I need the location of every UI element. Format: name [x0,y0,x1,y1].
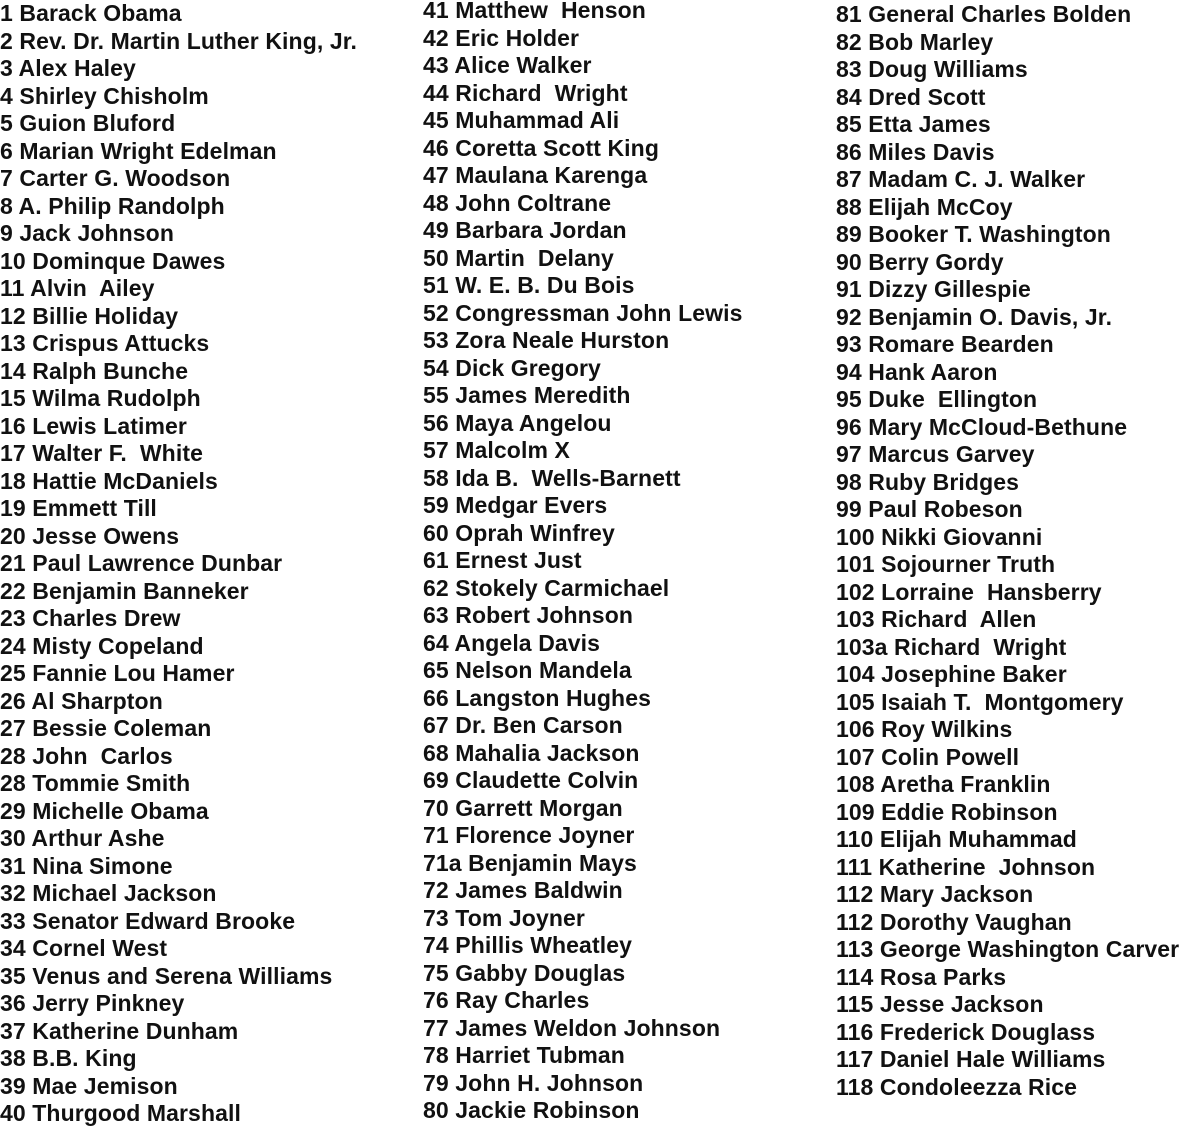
name-list-item: 37 Katherine Dunham [0,1017,239,1044]
name-list-item: 14 Ralph Bunche [0,357,189,384]
name-list-item: 43 Alice Walker [423,52,592,78]
name-list-item: 88 Elijah McCoy [836,193,1013,220]
name-list-item: 71 Florence Joyner [423,822,635,848]
name-list-item: 64 Angela Davis [423,629,601,656]
name-list-item: 89 Booker T. Washington [836,221,1111,247]
name-list-item: 54 Dick Gregory [423,354,601,381]
name-list-item: 97 Marcus Garvey [836,441,1035,467]
name-list-item: 24 Misty Copeland [0,632,204,659]
name-list-item: 80 Jackie Robinson [423,1097,640,1123]
name-list-item: 20 Jesse Owens [0,522,180,549]
name-list-item: 117 Daniel Hale Williams [836,1046,1106,1072]
name-list-item: 8 A. Philip Randolph [0,192,225,219]
name-list-item: 110 Elijah Muhammad [836,826,1077,852]
name-list-item: 21 Paul Lawrence Dunbar [0,550,283,576]
name-list-item: 2 Rev. Dr. Martin Luther King, Jr. [0,27,357,54]
name-list-item: 72 James Baldwin [423,877,623,903]
name-list-item: 77 James Weldon Johnson [423,1014,721,1041]
name-list-item: 76 Ray Charles [423,987,590,1013]
name-list-item: 83 Doug Williams [836,56,1028,82]
name-list-item: 71a Benjamin Mays [423,849,637,876]
name-list-item: 59 Medgar Evers [423,492,608,518]
name-list-item: 103a Richard Wright [836,633,1067,660]
name-list-item: 52 Congressman John Lewis [423,299,743,326]
name-list-item: 51 W. E. B. Du Bois [423,272,635,298]
name-list-item: 53 Zora Neale Hurston [423,327,670,353]
name-list-item: 32 Michael Jackson [0,880,217,906]
name-list-item: 84 Dred Scott [836,83,986,110]
name-list-item: 87 Madam C. J. Walker [836,166,1086,192]
name-list-item: 109 Eddie Robinson [836,798,1058,825]
name-list-item: 40 Thurgood Marshall [0,1100,241,1126]
name-list-item: 92 Benjamin O. Davis, Jr. [836,303,1113,330]
name-list-item: 69 Claudette Colvin [423,767,639,793]
name-list-item: 34 Cornel West [0,935,168,961]
name-list-item: 70 Garrett Morgan [423,794,623,821]
name-list-item: 7 Carter G. Woodson [0,165,231,191]
name-list-item: 50 Martin Delany [423,244,614,271]
names-column-2 [423,0,742,1125]
name-list-item: 12 Billie Holiday [0,302,179,329]
name-list-item: 26 Al Sharpton [0,687,163,714]
name-list-item: 28 John Carlos [0,742,173,769]
name-list-item: 112 Mary Jackson [836,881,1034,907]
name-list-item: 18 Hattie McDaniels [0,467,218,494]
name-list-item: 61 Ernest Just [423,547,582,573]
name-list-item: 48 John Coltrane [423,189,612,216]
name-list-item: 115 Jesse Jackson [836,991,1044,1017]
name-list-item: 23 Charles Drew [0,605,181,631]
name-list-item: 46 Coretta Scott King [423,134,659,161]
name-list-item: 81 General Charles Bolden [836,1,1132,27]
name-list-item: 74 Phillis Wheatley [423,932,632,958]
name-list-item: 33 Senator Edward Brooke [0,907,296,934]
name-list-item: 118 Condoleezza Rice [836,1073,1078,1100]
name-list-item: 106 Roy Wilkins [836,716,1013,742]
name-list-item: 38 B.B. King [0,1045,137,1071]
name-list-item: 15 Wilma Rudolph [0,385,201,411]
name-list-item: 67 Dr. Ben Carson [423,712,623,738]
name-list-item: 3 Alex Haley [0,55,136,81]
names-column-1 [0,0,357,1128]
name-list-item: 16 Lewis Latimer [0,412,187,439]
name-list-item: 75 Gabby Douglas [423,959,626,986]
name-list-item: 114 Rosa Parks [836,963,1007,990]
name-list-item: 102 Lorraine Hansberry [836,578,1102,605]
name-list-item: 99 Paul Robeson [836,496,1023,522]
name-list-item: 19 Emmett Till [0,495,157,521]
name-list-item: 105 Isaiah T. Montgomery [836,688,1124,715]
name-list-item: 96 Mary McCloud-Bethune [836,413,1128,440]
name-list-item: 13 Crispus Attucks [0,330,210,356]
name-list-item: 63 Robert Johnson [423,602,634,628]
name-list-item: 101 Sojourner Truth [836,551,1056,577]
name-list-item: 49 Barbara Jordan [423,217,627,243]
name-list-item: 58 Ida B. Wells-Barnett [423,464,681,491]
name-list-item: 1 Barack Obama [0,0,182,26]
name-list-item: 112 Dorothy Vaughan [836,908,1072,935]
name-list-item: 25 Fannie Lou Hamer [0,660,235,686]
name-list-item: 39 Mae Jemison [0,1072,178,1099]
name-list-item: 68 Mahalia Jackson [423,739,640,766]
name-list-item: 47 Maulana Karenga [423,162,648,188]
name-list-item: 5 Guion Bluford [0,110,176,136]
name-list-item: 29 Michelle Obama [0,797,209,824]
name-list-item: 78 Harriet Tubman [423,1042,625,1068]
name-list-item: 93 Romare Bearden [836,331,1054,357]
name-list-item: 79 John H. Johnson [423,1069,644,1096]
name-list-item: 116 Frederick Douglass [836,1018,1096,1045]
name-list-item: 41 Matthew Henson [423,0,646,23]
name-list-item: 44 Richard Wright [423,79,628,106]
name-list-item: 103 Richard Allen [836,606,1037,632]
name-list-item: 90 Berry Gordy [836,248,1004,275]
name-list-item: 107 Colin Powell [836,743,1020,770]
name-list-item: 108 Aretha Franklin [836,771,1051,797]
name-list-item: 4 Shirley Chisholm [0,82,209,109]
name-list-item: 57 Malcolm X [423,437,570,463]
name-list-item: 27 Bessie Coleman [0,715,212,741]
name-list-item: 111 Katherine Johnson [836,853,1096,880]
names-column-3 [836,1,1179,1101]
name-list-item: 36 Jerry Pinkney [0,990,185,1016]
name-list-item: 31 Nina Simone [0,852,173,879]
name-list-item: 56 Maya Angelou [423,409,612,436]
name-list-item: 98 Ruby Bridges [836,468,1019,495]
name-list-item: 35 Venus and Serena Williams [0,962,333,989]
name-list-item: 113 George Washington Carver [836,936,1180,962]
name-list-item: 22 Benjamin Banneker [0,577,249,604]
name-list-item: 28 Tommie Smith [0,770,191,796]
name-list-item: 17 Walter F. White [0,440,203,466]
name-list-item: 60 Oprah Winfrey [423,519,615,546]
name-list-item: 86 Miles Davis [836,138,995,165]
name-list-item: 10 Dominque Dawes [0,247,226,274]
name-list-item: 9 Jack Johnson [0,220,174,246]
name-list-item: 45 Muhammad Ali [423,107,620,133]
name-list-item: 42 Eric Holder [423,24,580,51]
name-list-item: 82 Bob Marley [836,28,994,55]
name-list-item: 62 Stokely Carmichael [423,574,670,601]
name-list-item: 11 Alvin Ailey [0,275,155,301]
name-list-item: 94 Hank Aaron [836,358,998,385]
name-list-item: 30 Arthur Ashe [0,825,165,851]
name-list-item: 6 Marian Wright Edelman [0,137,277,164]
name-list-item: 104 Josephine Baker [836,661,1067,687]
name-list-item: 100 Nikki Giovanni [836,523,1043,550]
name-list-item: 95 Duke Ellington [836,386,1038,412]
name-list-item: 66 Langston Hughes [423,684,651,711]
name-list-item: 85 Etta James [836,111,991,137]
name-list-item: 91 Dizzy Gillespie [836,276,1031,302]
name-list-item: 73 Tom Joyner [423,904,585,931]
name-list-item: 55 James Meredith [423,382,631,408]
name-list-item: 65 Nelson Mandela [423,657,632,683]
